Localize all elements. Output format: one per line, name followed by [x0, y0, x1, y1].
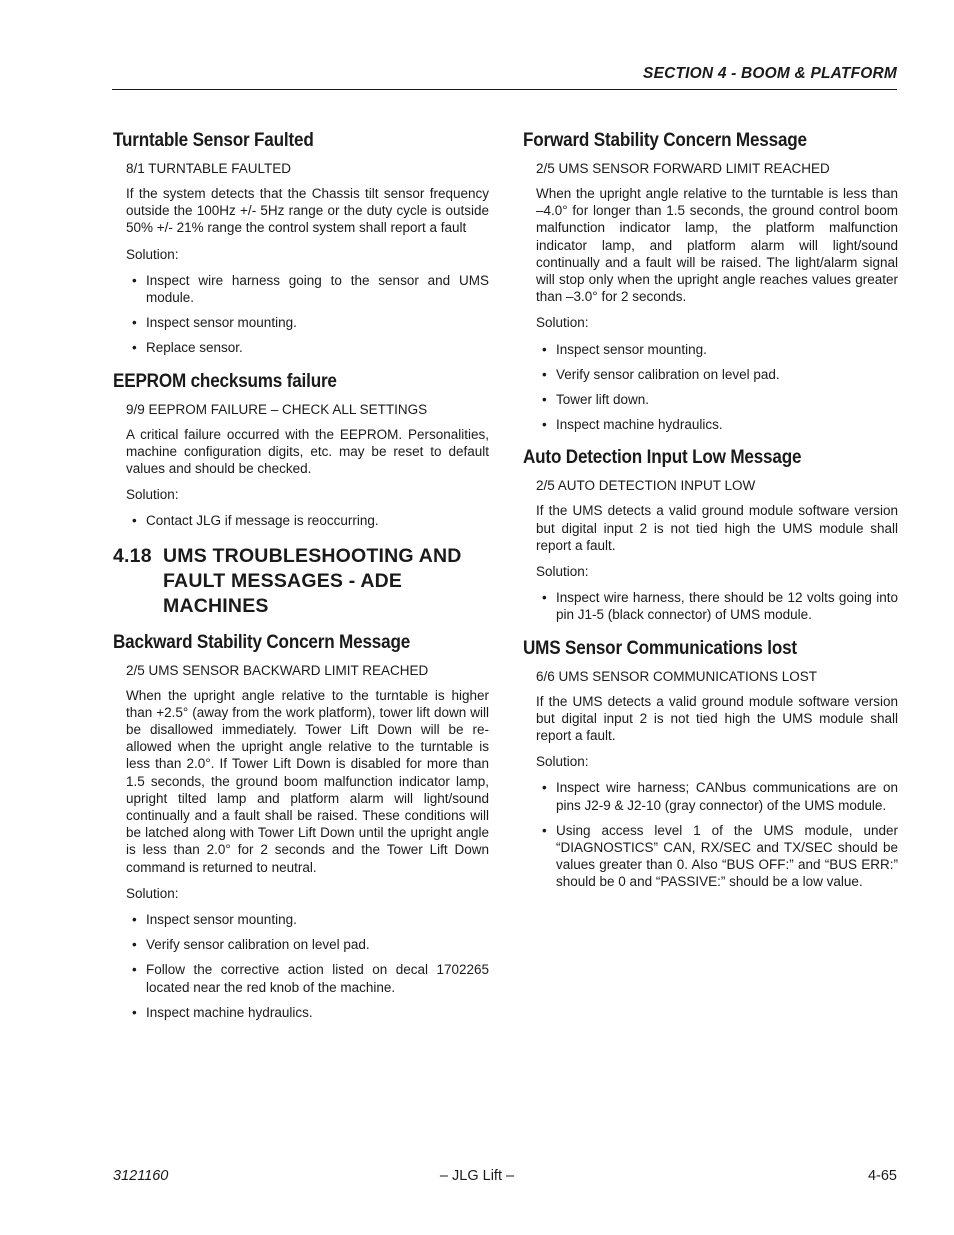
backward-code: 2/5 UMS SENSOR BACKWARD LIMIT REACHED — [126, 662, 429, 678]
backward-text: When the upright angle relative to the turntable is higher than +2.5° (away from the work platform), tower lift down will be disallowed immediately. Tower Lift Down will be re-allowed when the upright angle relative to the turntable is less than 2.0°. If Tower Lift Down is disabled for more than 1.5 seconds, the ground boom malfunction indicator lamp, upright tilted lamp and platform alarm will light/sound continually and a fault shall be raised. These conditions will be latched along with Tower Lift Down until the upright angle is less than 2.0° for 2 seconds and the Tower Lift Down command is returned to neutral. — [126, 687, 489, 875]
list-item: • Inspect machine hydraulics. — [536, 416, 898, 433]
forward-heading: Forward Stability Concern Message — [523, 130, 807, 151]
list-item: • Inspect machine hydraulics. — [126, 1004, 489, 1021]
eeprom-solution-label: Solution: — [126, 487, 179, 503]
footer-doc-number: 3121160 — [113, 1168, 169, 1184]
right-column — [523, 130, 898, 899]
list-item: • Verify sensor calibration on level pad. — [536, 366, 898, 383]
list-item: • Inspect sensor mounting. — [126, 314, 489, 331]
list-item: • Follow the corrective action listed on decal 1702265 located near the red knob of the machine. — [126, 961, 489, 995]
forward-text: When the upright angle relative to the turntable is less than –4.0° for longer than 1.5 seconds, the ground control boom malfunction indicator lamp, the platform malfunction indicator lamp, and platform alarm will light/sound continually and a fault will be raised. The light/alarm signal will stop only when the upright angle reaches values greater than –3.0° for 2 seconds. — [536, 186, 898, 305]
list-item: • Inspect wire harness, there should be 12 volts going into pin J1-5 (black connector) of UMS module. — [536, 589, 898, 623]
backward-heading: Backward Stability Concern Message — [113, 631, 411, 653]
backward-solution-list — [126, 911, 489, 1021]
list-item: • Verify sensor calibration on level pad. — [126, 936, 489, 953]
left-column — [113, 130, 489, 1029]
list-item: • Inspect wire harness; CANbus communications are on pins J2-9 & J2-10 (gray connector) of the UMS module. — [536, 779, 898, 813]
eeprom-text: A critical failure occurred with the EEPROM. Personalities, machine configuration digits, etc. may be reset to default values and should be checked. — [126, 426, 489, 477]
list-item: • Contact JLG if message is reoccurring. — [126, 512, 489, 529]
list-item: • Using access level 1 of the UMS module, under “DIAGNOSTICS” CAN, RX/SEC and TX/SEC should be values greater than 0. Also “BUS OFF:” and “BUS ERR:” should be 0 and “PASSIVE:” should be a low value. — [536, 822, 898, 891]
auto-detection-text: If the UMS detects a valid ground module software version but digital input 2 is not tied high the UMS module shall report a fault. — [536, 503, 898, 553]
list-item: • Tower lift down. — [536, 391, 898, 408]
eeprom-solution-list — [126, 512, 489, 529]
auto-detection-solution-list — [536, 589, 898, 623]
comms-lost-solution-list — [536, 779, 898, 890]
auto-detection-code: 2/5 AUTO DETECTION INPUT LOW — [536, 478, 756, 494]
comms-lost-text: If the UMS detects a valid ground module software version but digital input 2 is not tied high the UMS module shall report a fault. — [536, 693, 898, 744]
turntable-solution-list — [126, 272, 489, 357]
comms-lost-solution-label: Solution: — [536, 754, 589, 770]
footer-page-number: 4-65 — [867, 1168, 897, 1184]
list-item: • Replace sensor. — [126, 339, 489, 356]
list-item: • Inspect sensor mounting. — [536, 341, 898, 358]
list-item: • Inspect sensor mounting. — [126, 911, 489, 928]
backward-solution-label: Solution: — [126, 885, 179, 901]
turntable-solution-label: Solution: — [126, 246, 179, 262]
comms-lost-code: 6/6 UMS SENSOR COMMUNICATIONS LOST — [536, 668, 818, 684]
auto-detection-solution-label: Solution: — [536, 564, 589, 580]
eeprom-heading: EEPROM checksums failure — [113, 370, 337, 392]
turntable-heading: Turntable Sensor Faulted — [113, 130, 314, 151]
header-divider — [112, 89, 897, 90]
section-title: UMS TROUBLESHOOTING AND FAULT MESSAGES - ADE MACHINES — [163, 544, 462, 617]
comms-lost-heading: UMS Sensor Communications lost — [523, 637, 797, 659]
eeprom-code: 9/9 EEPROM FAILURE – CHECK ALL SETTINGS — [126, 401, 428, 417]
forward-solution-list — [536, 341, 898, 434]
forward-code: 2/5 UMS SENSOR FORWARD LIMIT REACHED — [536, 161, 830, 176]
turntable-code: 8/1 TURNTABLE FAULTED — [126, 161, 292, 176]
turntable-text: If the system detects that the Chassis tilt sensor frequency outside the 100Hz +/- 5Hz range or the duty cycle is outside 50% +/- 21% range the control system shall report a fault — [126, 186, 489, 236]
section-number: 4.18 — [113, 544, 152, 567]
section-heading — [113, 544, 489, 619]
forward-solution-label: Solution: — [536, 315, 589, 331]
footer-brand: – JLG Lift – — [439, 1168, 515, 1184]
section-header-title: SECTION 4 - BOOM & PLATFORM — [643, 65, 897, 82]
list-item: • Inspect wire harness going to the sensor and UMS module. — [126, 272, 489, 306]
auto-detection-heading: Auto Detection Input Low Message — [523, 447, 802, 469]
